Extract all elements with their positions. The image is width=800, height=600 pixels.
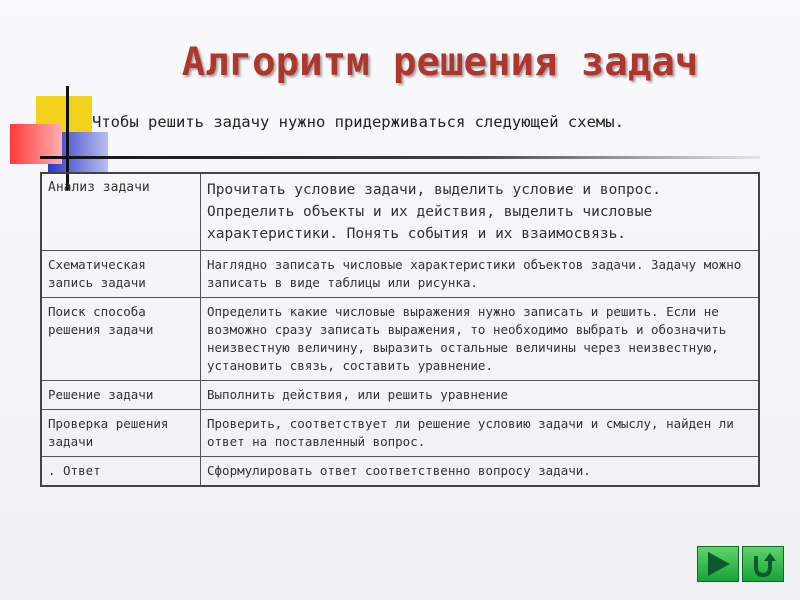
step-description: Выполнить действия, или решить уравнение — [201, 381, 760, 410]
step-description: Проверить, соответствует ли решение условию задачи и смыслу, найден ли ответ на поставленный вопрос. — [201, 410, 760, 457]
step-description: Прочитать условие задачи, выделить условие и вопрос. Определить объекты и их действия, выделить числовые характеристики. Понять события и их взаимосвязь. — [201, 173, 760, 251]
step-description: Определить какие числовые выражения нужно записать и решить. Если не возможно сразу записать выражения, то необходимо выбрать и обозначить неизвестную величину, выразить остальные величины через неизвестную, установить связь, составить уравнение. — [201, 298, 760, 381]
algorithm-table — [40, 172, 760, 487]
step-description: Наглядно записать числовые характеристики объектов задачи. Задачу можно записать в виде таблицы или рисунка. — [201, 251, 760, 298]
decor-horizontal-line — [40, 156, 760, 159]
table-row — [41, 173, 759, 251]
slide-subtitle: Чтобы решить задачу нужно придерживаться следующей схемы. — [92, 113, 624, 131]
return-button[interactable] — [742, 546, 784, 582]
step-name: Решение задачи — [41, 381, 201, 410]
table-row — [41, 381, 759, 410]
step-name: . Ответ — [41, 457, 201, 487]
step-name: Проверка решения задачи — [41, 410, 201, 457]
slide-title: Алгоритм решения задач — [181, 40, 699, 85]
table-row — [41, 410, 759, 457]
step-name: Поиск способа решения задачи — [41, 298, 201, 381]
step-description: Сформулировать ответ соответственно вопросу задачи. — [201, 457, 760, 487]
u-turn-arrow-icon — [743, 547, 783, 581]
step-name: Анализ задачи — [41, 173, 201, 251]
play-arrow-icon — [698, 547, 738, 581]
step-name: Схематическая запись задачи — [41, 251, 201, 298]
table-row — [41, 298, 759, 381]
table-row — [41, 457, 759, 487]
table-row — [41, 251, 759, 298]
next-slide-button[interactable] — [697, 546, 739, 582]
